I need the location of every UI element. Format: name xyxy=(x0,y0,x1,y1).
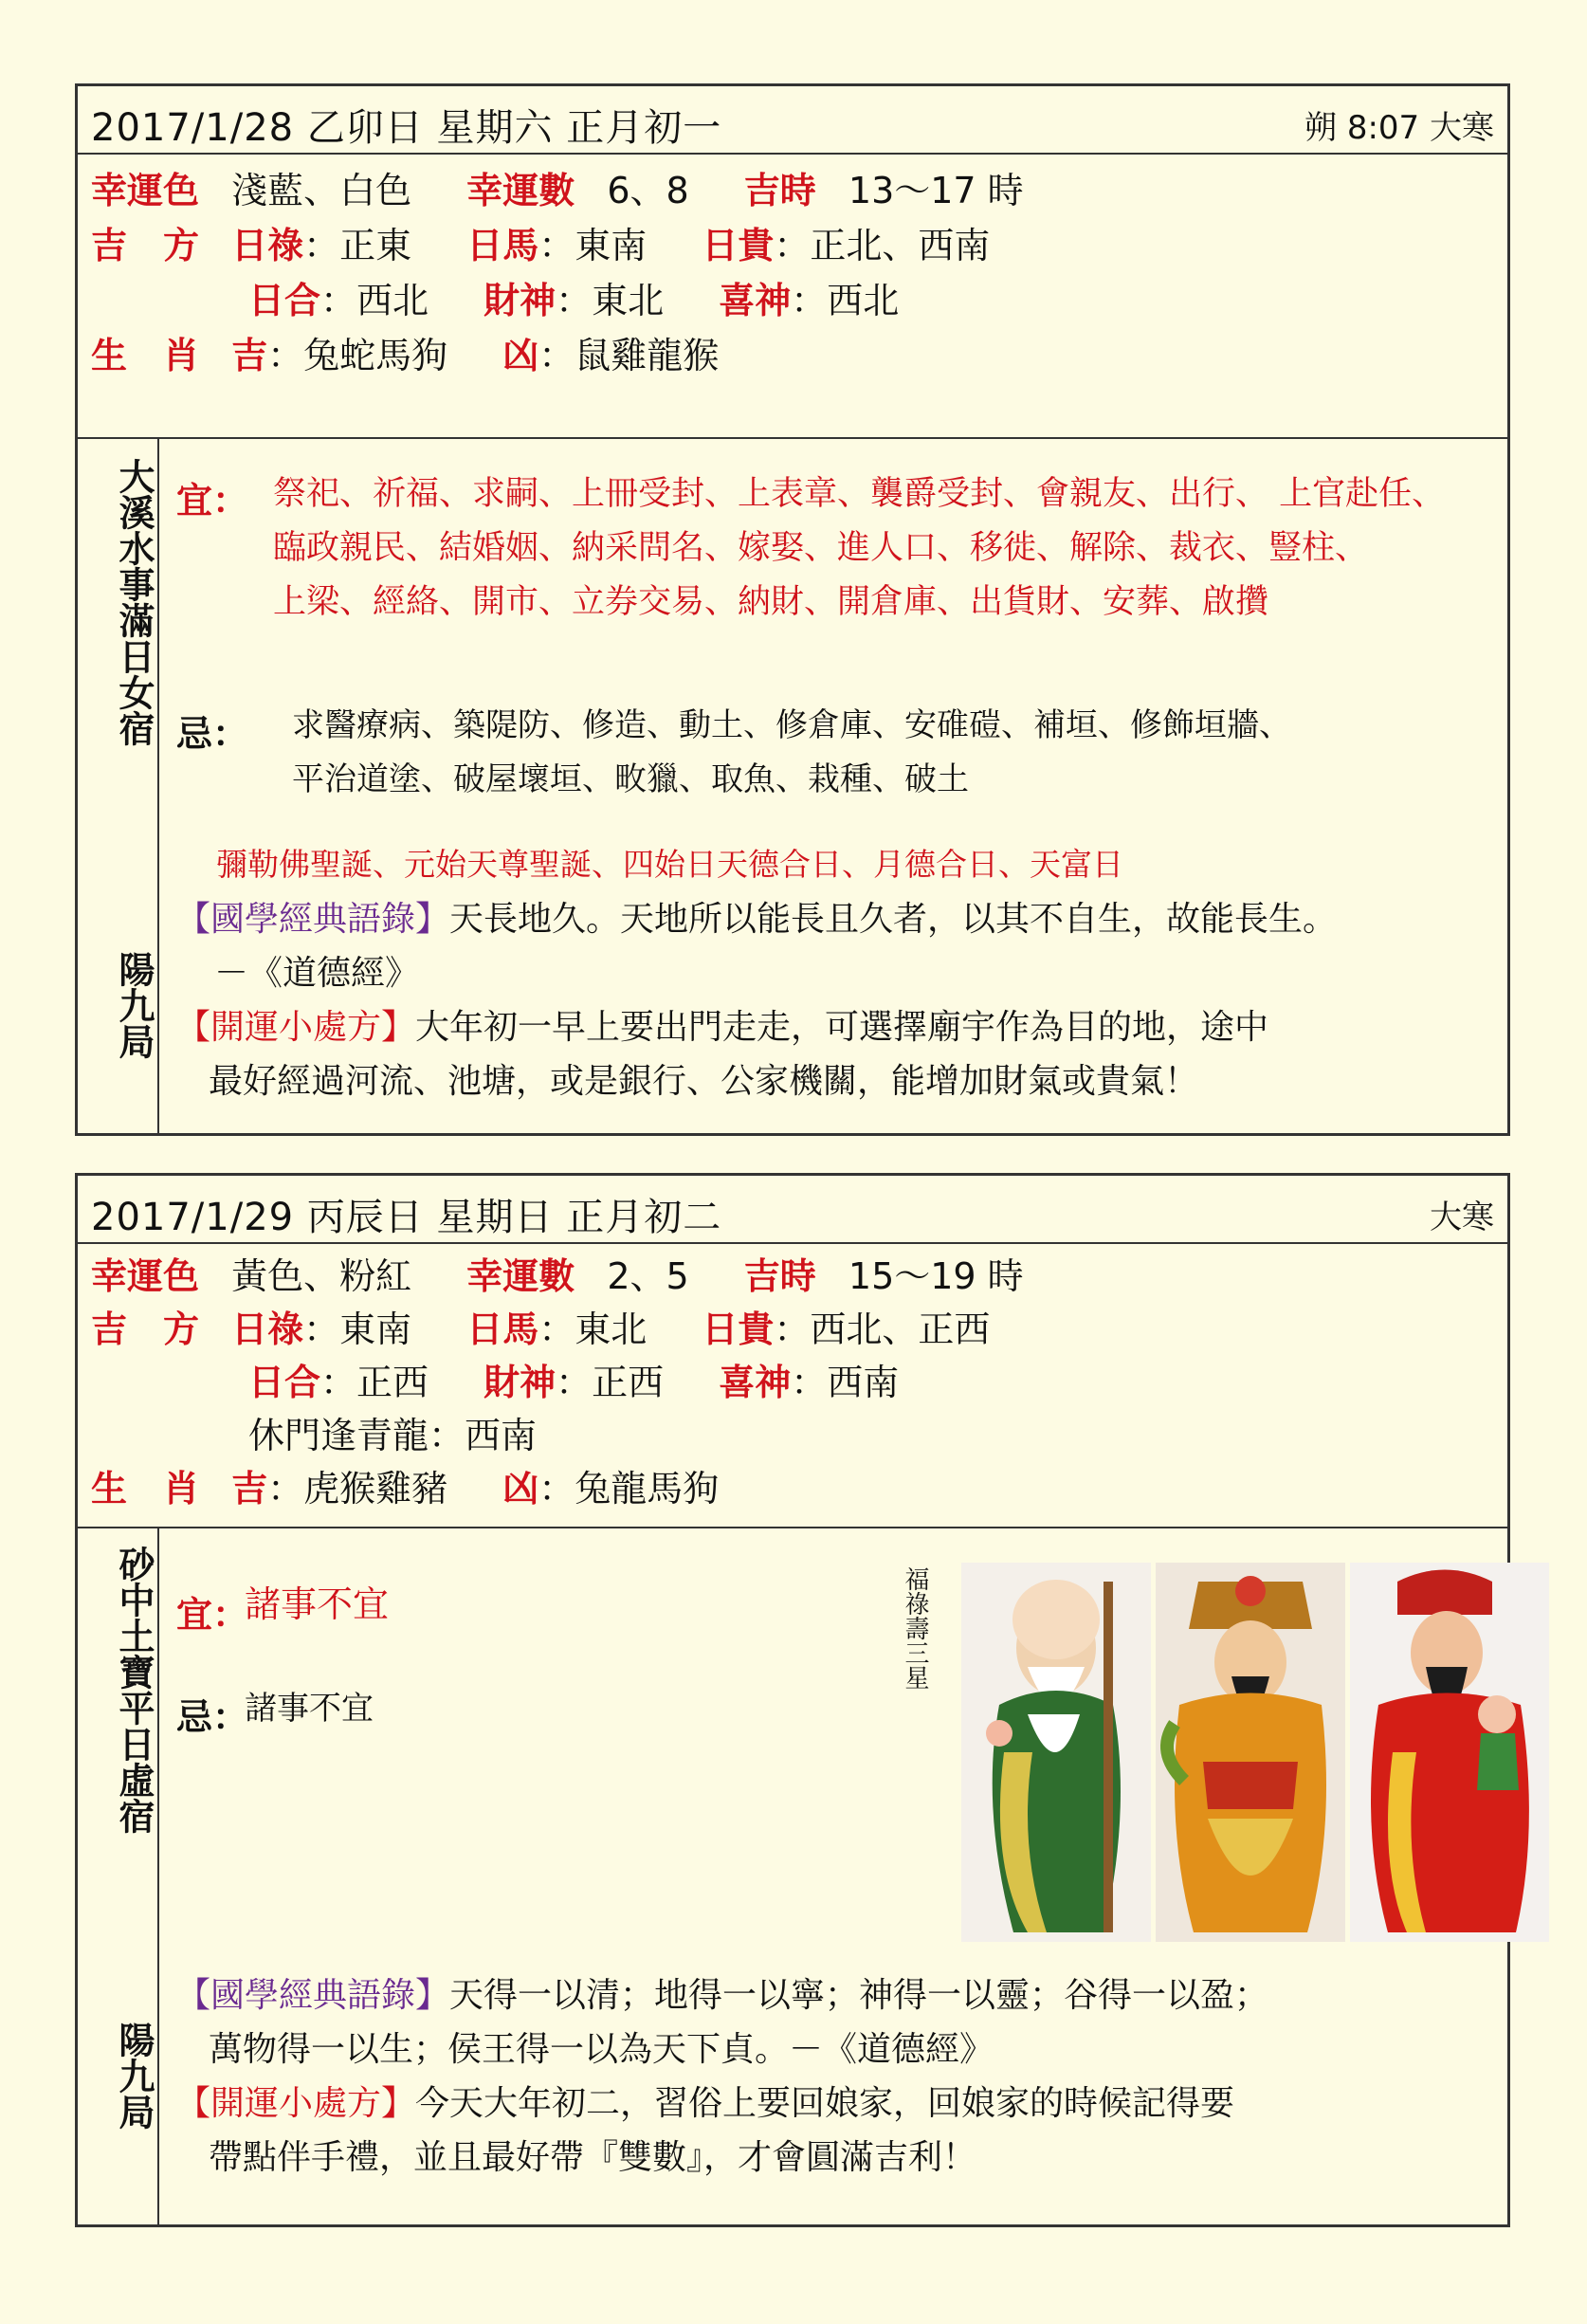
yi-label: 宜： xyxy=(176,1594,249,1636)
direction-value: ：西北 xyxy=(320,280,429,321)
zodiac-label: 生 肖 xyxy=(91,335,200,376)
direction-key: 日祿 xyxy=(231,1308,304,1350)
image-caption: 福祿壽三星 xyxy=(901,1566,929,1690)
direction-value: ：西北、正西 xyxy=(774,1308,991,1350)
solar-term: 朔 8:07 大寒 xyxy=(1304,109,1494,147)
day-card-2 xyxy=(75,1173,1510,2227)
zodiac-bad-label: 凶 xyxy=(502,335,539,376)
direction-value: ：西南 xyxy=(791,1362,900,1403)
lucky-info xyxy=(78,155,1507,439)
date-title: 2017/1/28 乙卯日 星期六 正月初一 xyxy=(91,106,722,150)
classic-label: 【國學經典語錄】 xyxy=(176,900,450,939)
zodiac-good: ：兔蛇馬狗 xyxy=(267,335,448,376)
direction-value: ：東南 xyxy=(303,1308,412,1350)
lucky-color-label: 幸運色 xyxy=(91,1255,200,1297)
tip-line: 最好經過河流、池塘，或是銀行、公家機關，能增加財氣或貴氣！ xyxy=(209,1062,1199,1101)
lucky-color: 黃色、粉紅 xyxy=(231,1255,412,1297)
date-title: 2017/1/29 丙辰日 星期日 正月初二 xyxy=(91,1196,722,1239)
side-top-text: 砂中土寶平日虛宿 xyxy=(113,1546,155,1834)
direction-key: 財神 xyxy=(483,1362,556,1403)
side-column xyxy=(78,439,159,1133)
tip-label: 【開運小處方】 xyxy=(176,2084,416,2123)
direction-value: ：東南 xyxy=(538,225,648,266)
festivals: 彌勒佛聖誕、元始天尊聖誕、四始日天德合日、月德合日、天富日 xyxy=(216,846,1123,883)
zodiac-good-label: 吉 xyxy=(231,1468,268,1510)
lucky-info xyxy=(78,1244,1507,1528)
ji-label: 忌： xyxy=(176,713,249,755)
lucky-time-label: 吉時 xyxy=(743,170,816,211)
lucky-number: 2、5 xyxy=(607,1255,689,1297)
day-details xyxy=(78,1528,1507,2224)
directions-label: 吉 方 xyxy=(91,225,200,266)
yi-text: 諸事不宜 xyxy=(245,1583,390,1625)
zodiac-bad: ：兔龍馬狗 xyxy=(538,1468,720,1510)
ji-text: 諸事不宜 xyxy=(245,1690,374,1728)
ji-label: 忌： xyxy=(176,1696,249,1738)
direction-key: 財神 xyxy=(483,280,556,321)
zodiac-good: ：虎猴雞豬 xyxy=(267,1468,448,1510)
lucky-number-label: 幸運數 xyxy=(466,1255,575,1297)
classic-line: －《道德經》 xyxy=(214,954,420,993)
yi-line: 祭祀、祈福、求嗣、上冊受封、上表章、襲爵受封、會親友、出行、 上官赴任、 xyxy=(273,475,1446,513)
tip-label: 【開運小處方】 xyxy=(176,1008,416,1047)
lucky-time-label: 吉時 xyxy=(743,1255,816,1297)
direction-key: 日貴 xyxy=(702,1308,775,1350)
direction-key: 日祿 xyxy=(231,225,304,266)
direction-key: 喜神 xyxy=(719,280,792,321)
zodiac-bad: ：鼠雞龍猴 xyxy=(538,335,720,376)
direction-value: ：東北 xyxy=(538,1308,648,1350)
direction-value: ：正東 xyxy=(303,225,412,266)
three-star-gods-image xyxy=(961,1563,1549,1942)
direction-value: ：東北 xyxy=(556,280,665,321)
direction-key: 日合 xyxy=(248,280,321,321)
lucky-time: 15～19 時 xyxy=(848,1255,1024,1297)
solar-term: 大寒 xyxy=(1430,1199,1494,1236)
extra-direction: 休門逢青龍：西南 xyxy=(248,1415,538,1456)
day-card-1 xyxy=(75,83,1510,1136)
classic-line: 天長地久。天地所以能長且久者，以其不自生，故能長生。 xyxy=(449,900,1338,939)
tip-line: 帶點伴手禮，並且最好帶『雙數』，才會圓滿吉利！ xyxy=(209,2138,977,2177)
day-header xyxy=(78,1176,1507,1244)
direction-key: 日馬 xyxy=(466,225,539,266)
tip-line: 今天大年初二，習俗上要回娘家，回娘家的時候記得要 xyxy=(415,2084,1235,2123)
classic-label: 【國學經典語錄】 xyxy=(176,1976,450,2015)
lucky-number-label: 幸運數 xyxy=(466,170,575,211)
yi-label: 宜： xyxy=(176,480,249,522)
lucky-number: 6、8 xyxy=(607,170,689,211)
side-bottom-text: 陽九局 xyxy=(113,2022,155,2130)
day-header xyxy=(78,86,1507,155)
side-bottom-text: 陽九局 xyxy=(113,951,155,1059)
ji-line: 平治道塗、破屋壞垣、畋獵、取魚、栽種、破土 xyxy=(292,760,969,798)
directions-label: 吉 方 xyxy=(91,1308,200,1350)
lucky-time: 13～17 時 xyxy=(848,170,1024,211)
side-top-text: 大溪水事滿日女宿 xyxy=(113,458,155,746)
zodiac-good-label: 吉 xyxy=(231,335,268,376)
direction-value: ：正西 xyxy=(320,1362,429,1403)
direction-value: ：正北、西南 xyxy=(774,225,991,266)
direction-value: ：正西 xyxy=(556,1362,665,1403)
zodiac-bad-label: 凶 xyxy=(502,1468,539,1510)
direction-key: 日貴 xyxy=(702,225,775,266)
direction-value: ：西北 xyxy=(791,280,900,321)
classic-line: 天得一以清；地得一以寧；神得一以靈；谷得一以盈； xyxy=(449,1976,1269,2015)
yi-line: 上梁、經絡、開市、立券交易、納財、開倉庫、出貨財、安葬、啟攢 xyxy=(273,583,1269,621)
direction-key: 喜神 xyxy=(719,1362,792,1403)
yi-line: 臨政親民、結婚姻、納采問名、嫁娶、進人口、移徙、解除、裁衣、豎柱、 xyxy=(273,529,1369,567)
ji-line: 求醫療病、築隄防、修造、動土、修倉庫、安碓磑、補垣、修飾垣牆、 xyxy=(292,706,1291,744)
side-column xyxy=(78,1528,159,2224)
day-details xyxy=(78,439,1507,1133)
tip-line: 大年初一早上要出門走走，可選擇廟宇作為目的地，途中 xyxy=(415,1008,1269,1047)
classic-line: 萬物得一以生；侯王得一以為天下貞。－《道德經》 xyxy=(209,2030,994,2069)
zodiac-label: 生 肖 xyxy=(91,1468,200,1510)
lucky-color-label: 幸運色 xyxy=(91,170,200,211)
direction-key: 日合 xyxy=(248,1362,321,1403)
direction-key: 日馬 xyxy=(466,1308,539,1350)
lucky-color: 淺藍、白色 xyxy=(231,170,412,211)
